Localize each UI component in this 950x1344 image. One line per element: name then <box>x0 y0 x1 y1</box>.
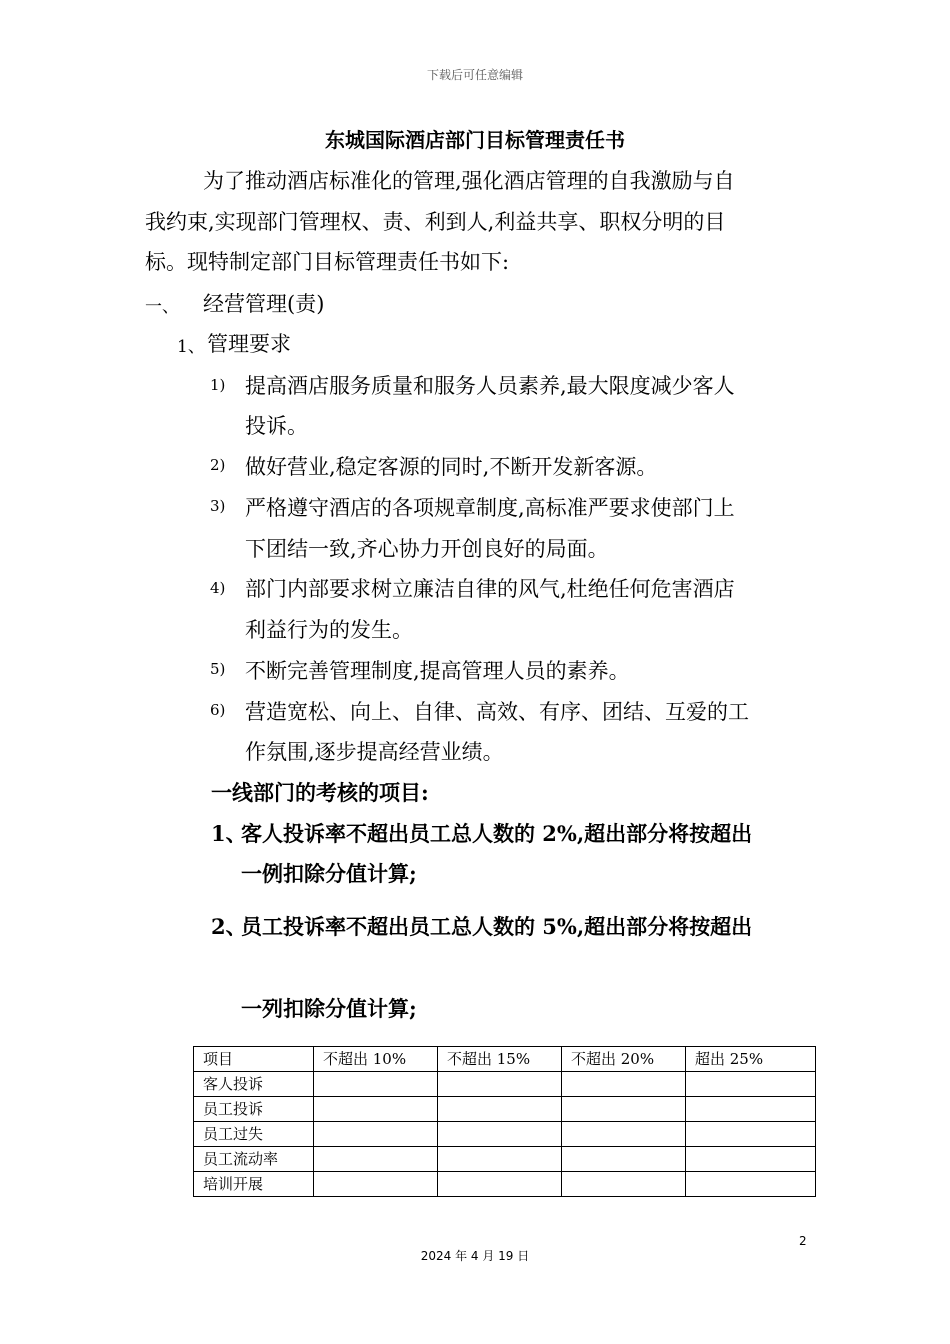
list-marker: 4) <box>210 579 226 597</box>
page-number: 2 <box>799 1234 807 1248</box>
assessment-marker: 2、 <box>211 914 247 939</box>
table-cell <box>562 1122 686 1147</box>
header-note: 下载后可任意编辑 <box>426 68 523 82</box>
table-cell <box>562 1172 686 1197</box>
table-cell <box>314 1147 438 1172</box>
table-row <box>194 1147 816 1172</box>
list-item: 严格遵守酒店的各项规章制度,高标准严要求使部门上 <box>245 496 735 520</box>
table-cell <box>562 1147 686 1172</box>
table-header-cell: 不超出 20% <box>562 1047 686 1072</box>
list-item: 部门内部要求树立廉洁自律的风气,杜绝任何危害酒店 <box>245 577 735 601</box>
assessment-heading: 一线部门的考核的项目: <box>211 780 429 805</box>
table-header-cell: 项目 <box>194 1047 314 1072</box>
table-cell: 员工过失 <box>194 1122 314 1147</box>
table-cell <box>314 1172 438 1197</box>
list-marker: 3) <box>210 497 226 515</box>
footer-date: 2024 年 4 月 19 日 <box>420 1249 530 1263</box>
table-row <box>194 1072 816 1097</box>
intro-line: 标。现特制定部门目标管理责任书如下: <box>145 250 510 274</box>
assessment-table <box>193 1046 816 1197</box>
list-item: 做好营业,稳定客源的同时,不断开发新客源。 <box>245 455 658 479</box>
intro-line: 我约束,实现部门管理权、责、利到人,利益共享、职权分明的目 <box>145 210 726 234</box>
table-row <box>194 1122 816 1147</box>
table-cell <box>686 1172 816 1197</box>
table-cell <box>314 1097 438 1122</box>
list-item-continued: 投诉。 <box>245 414 308 438</box>
list-marker: 5) <box>210 660 226 678</box>
table-cell <box>686 1097 816 1122</box>
table-row <box>194 1172 816 1197</box>
table-cell: 员工投诉 <box>194 1097 314 1122</box>
intro-line: 为了推动酒店标准化的管理,强化酒店管理的自我激励与自 <box>203 169 735 193</box>
table-cell <box>438 1072 562 1097</box>
table-cell <box>438 1147 562 1172</box>
assessment-item-continued: 一例扣除分值计算; <box>241 861 417 886</box>
table-cell: 员工流动率 <box>194 1147 314 1172</box>
list-item: 营造宽松、向上、自律、高效、有序、团结、互爱的工 <box>245 700 749 724</box>
table-header-row <box>194 1047 816 1072</box>
list-item-continued: 下团结一致,齐心协力开创良好的局面。 <box>245 537 609 561</box>
list-item-continued: 作氛围,逐步提高经营业绩。 <box>245 740 504 764</box>
table-cell <box>314 1072 438 1097</box>
list-marker: 6) <box>210 701 226 719</box>
document-title: 东城国际酒店部门目标管理责任书 <box>325 128 625 152</box>
table-cell <box>686 1147 816 1172</box>
table-cell: 客人投诉 <box>194 1072 314 1097</box>
list-item: 提高酒店服务质量和服务人员素养,最大限度减少客人 <box>245 374 735 398</box>
assessment-marker: 1、 <box>211 821 247 846</box>
subsection-marker: 1、 <box>177 337 205 357</box>
section-marker: 一、 <box>145 297 179 317</box>
assessment-item: 员工投诉率不超出员工总人数的 5%,超出部分将按超出 <box>241 914 753 939</box>
table-row <box>194 1097 816 1122</box>
list-item-continued: 利益行为的发生。 <box>245 618 413 642</box>
assessment-item: 客人投诉率不超出员工总人数的 2%,超出部分将按超出 <box>241 821 753 846</box>
table-cell <box>438 1122 562 1147</box>
assessment-item-continued: 一列扣除分值计算; <box>241 996 417 1021</box>
table-header-cell: 超出 25% <box>686 1047 816 1072</box>
list-marker: 2) <box>210 456 226 474</box>
table-cell <box>562 1097 686 1122</box>
section-heading: 经营管理(责) <box>203 292 325 316</box>
table-cell: 培训开展 <box>194 1172 314 1197</box>
table-cell <box>314 1122 438 1147</box>
table-cell <box>438 1172 562 1197</box>
table-cell <box>562 1072 686 1097</box>
subsection-heading: 管理要求 <box>207 332 291 356</box>
list-marker: 1) <box>210 376 226 394</box>
table-header-cell: 不超出 15% <box>438 1047 562 1072</box>
table-header-cell: 不超出 10% <box>314 1047 438 1072</box>
table-cell <box>438 1097 562 1122</box>
list-item: 不断完善管理制度,提高管理人员的素养。 <box>245 659 630 683</box>
table-cell <box>686 1072 816 1097</box>
table-cell <box>686 1122 816 1147</box>
